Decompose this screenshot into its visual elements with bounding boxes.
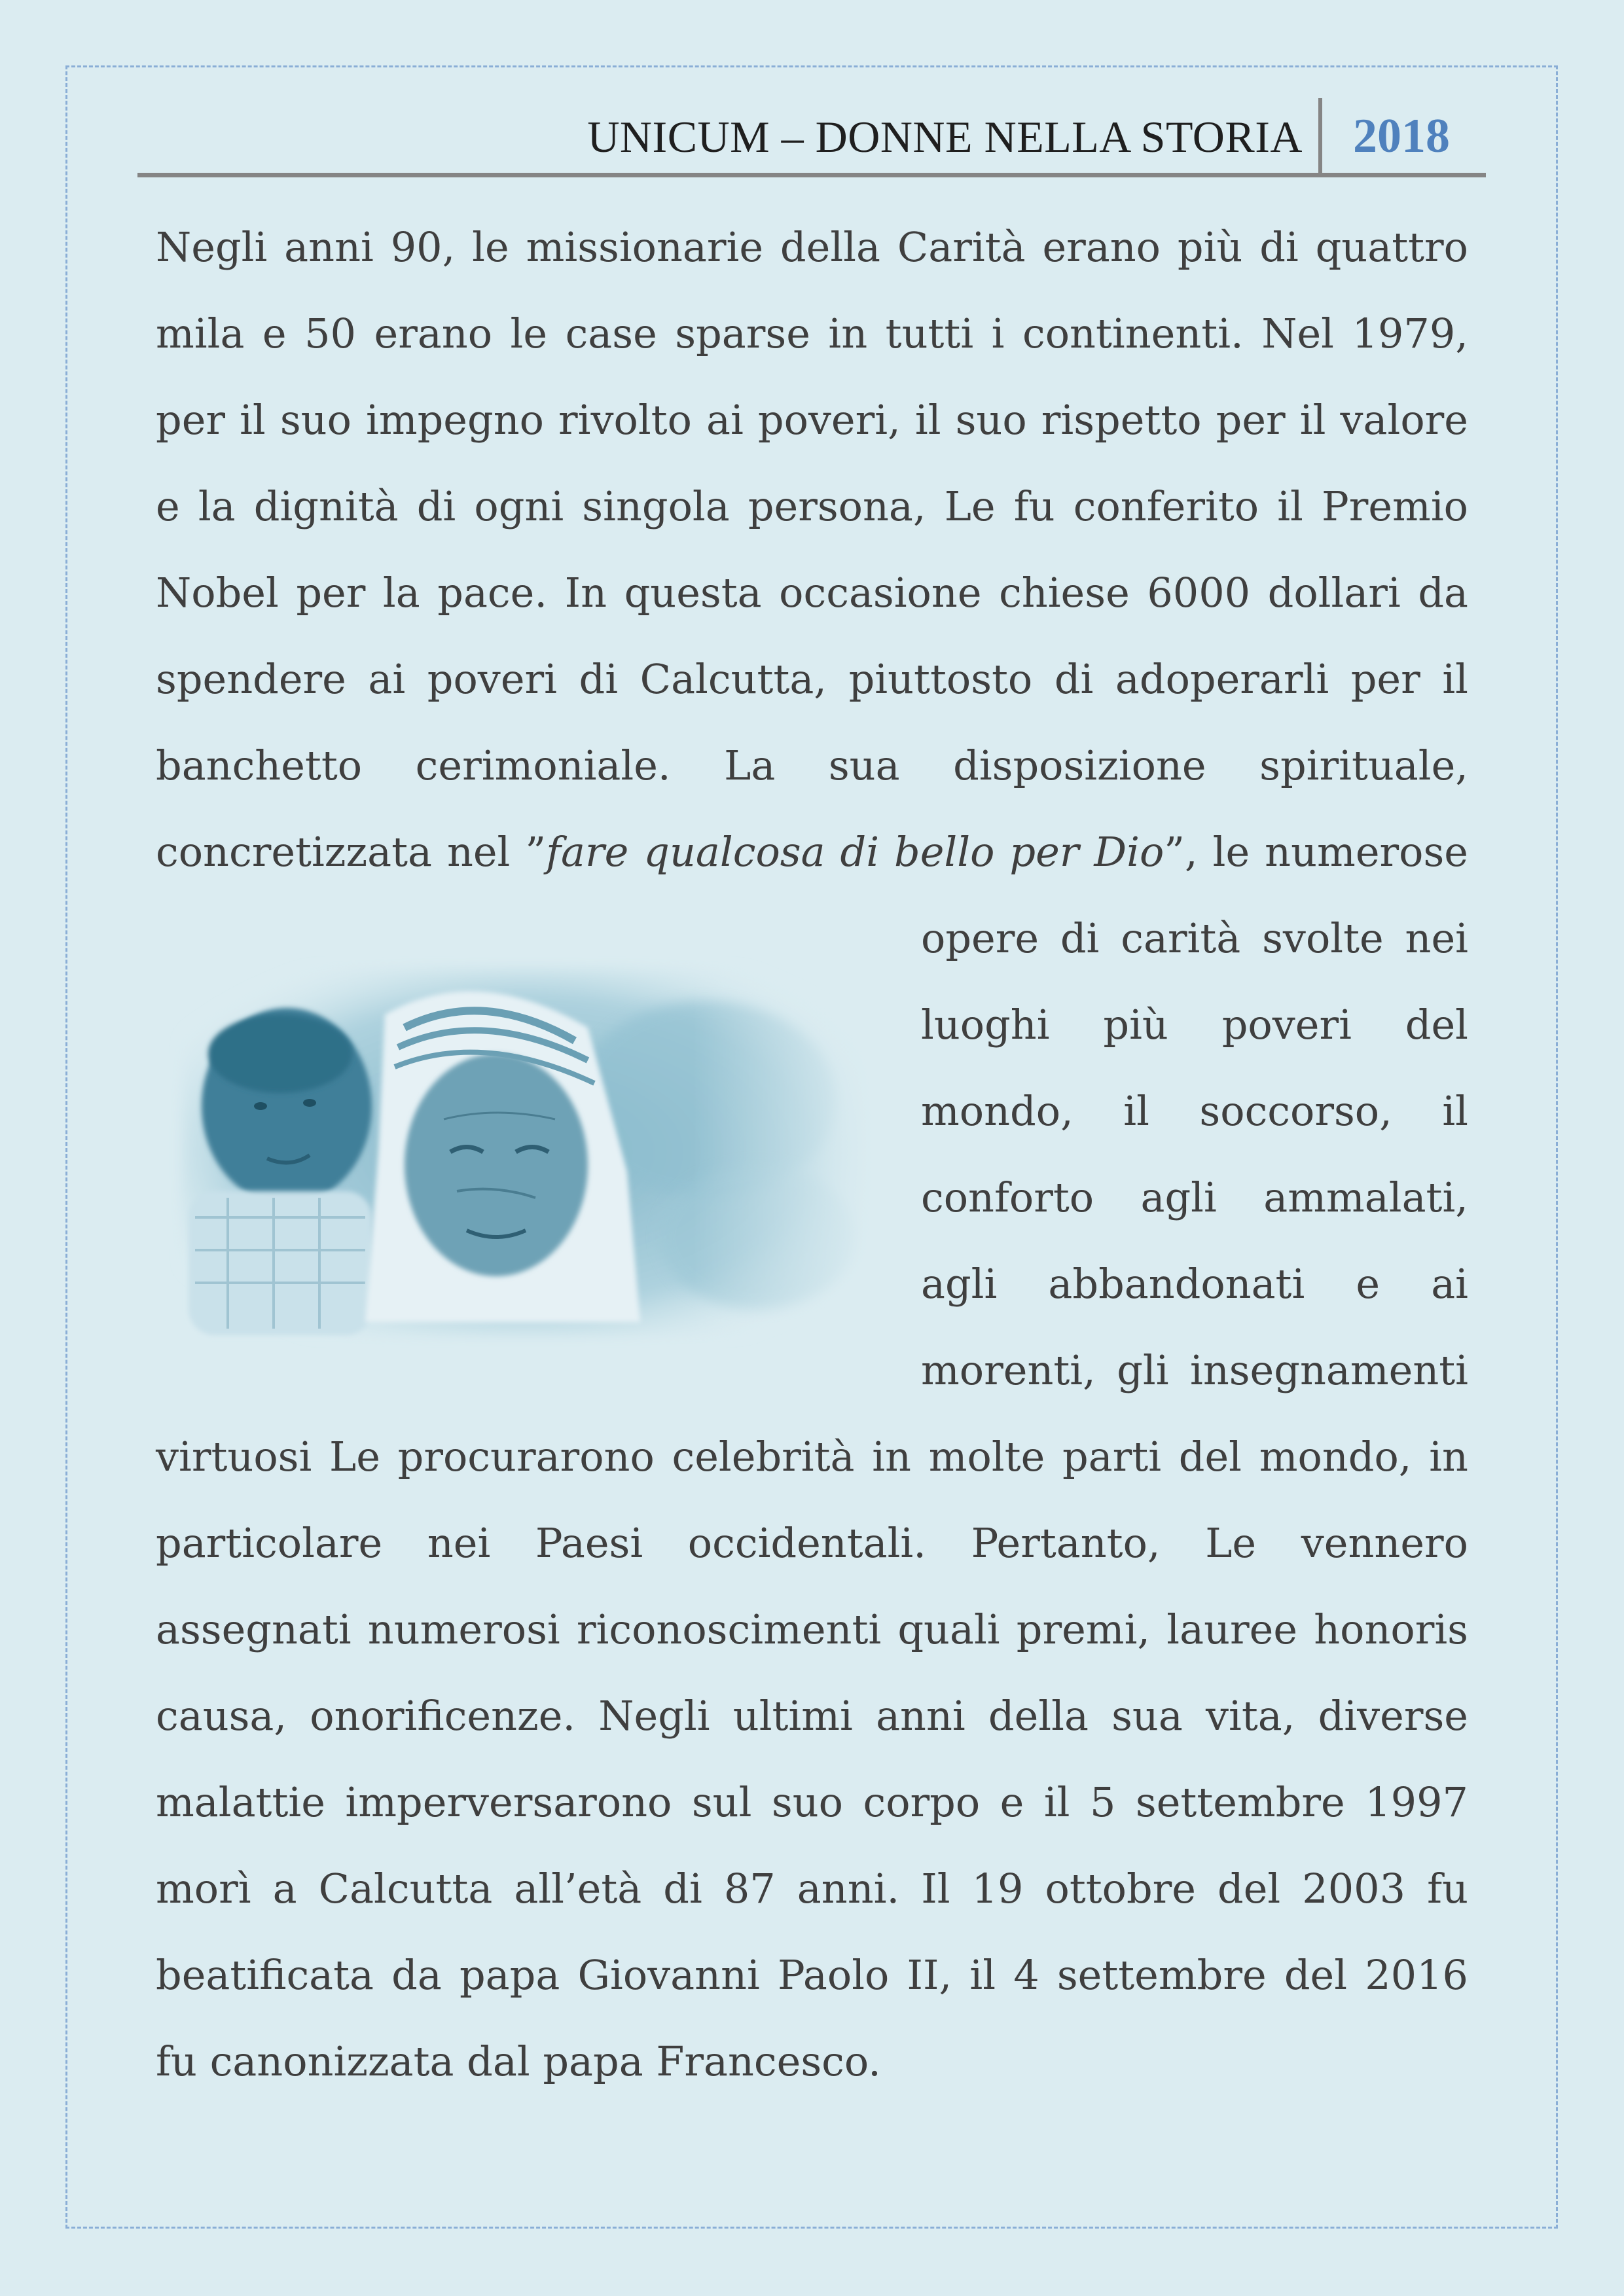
body-line: opere di carità svolte nei	[921, 914, 1468, 962]
body-line: malattie imperversarono sul suo corpo e il 5 settembre 1997	[156, 1778, 1468, 1826]
header-title: UNICUM – DONNE NELLA STORIA	[587, 112, 1303, 162]
body-line: spendere ai poveri di Calcutta, piuttosto di adoperarli per il	[156, 655, 1468, 703]
body-line: banchetto cerimoniale. La sua disposizione spirituale,	[156, 742, 1468, 789]
body-line-with-quote	[156, 826, 1468, 878]
italic-quote: fare qualcosa di bello per Dio	[546, 828, 1164, 876]
body-line: particolare nei Paesi occidentali. Pertanto, Le vennero	[156, 1519, 1468, 1567]
body-line: causa, onorificenze. Negli ultimi anni della sua vita, diverse	[156, 1692, 1468, 1740]
body-line: conforto agli ammalati,	[921, 1174, 1468, 1221]
body-line: virtuosi Le procurarono celebrità in molte parti del mondo, in	[156, 1433, 1468, 1480]
body-line: morenti, gli insegnamenti	[921, 1346, 1468, 1394]
header-year: 2018	[1353, 109, 1450, 163]
body-line: Negli anni 90, le missionarie della Carità erano più di quattro	[156, 223, 1468, 271]
quote-tail: ”, le numerose	[1164, 828, 1468, 876]
body-line: e la dignità di ogni singola persona, Le fu conferito il Premio	[156, 482, 1468, 530]
body-line: morì a Calcutta all’età di 87 anni. Il 19 ottobre del 2003 fu	[156, 1865, 1468, 1912]
photo-mother-teresa-with-child	[169, 956, 882, 1348]
body-line-last: fu canonizzata dal papa Francesco.	[156, 2037, 881, 2085]
body-line: Nobel per la pace. In questa occasione chiese 6000 dollari da	[156, 569, 1468, 617]
body-line: mila e 50 erano le case sparse in tutti i continenti. Nel 1979,	[156, 310, 1468, 357]
page-header	[137, 98, 1486, 177]
body-line: beatificata da papa Giovanni Paolo II, il 4 settembre del 2016	[156, 1951, 1468, 1999]
body-line: luoghi più poveri del	[921, 1001, 1468, 1049]
body-line: mondo, il soccorso, il	[921, 1087, 1468, 1135]
body-line: assegnati numerosi riconoscimenti quali premi, lauree honoris	[156, 1605, 1468, 1653]
header-rule	[137, 173, 1486, 177]
quote-lead: concretizzata nel ”	[156, 828, 547, 876]
body-line: per il suo impegno rivolto ai poveri, il suo rispetto per il valore	[156, 396, 1468, 444]
body-line: agli abbandonati e ai	[921, 1260, 1468, 1308]
header-separator	[1318, 98, 1322, 175]
